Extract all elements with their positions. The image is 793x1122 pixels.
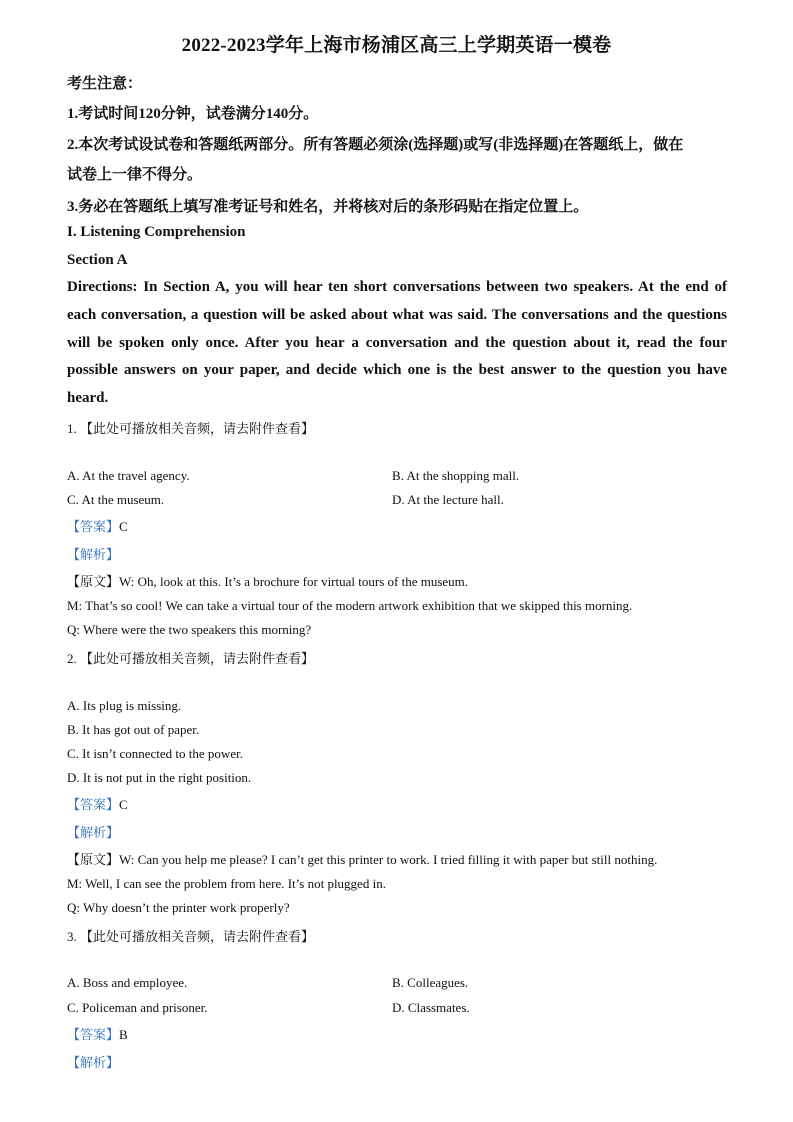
q2-transcript-line-3: Q: Why doesn’t the printer work properly?: [67, 900, 290, 915]
q3-option-b: B. Colleagues.: [392, 975, 469, 990]
q1-transcript-line-2: M: That’s so cool! We can take a virtual tour of the modern artwork exhibition that we skipped this morning.: [67, 598, 633, 613]
q1-option-c: C. At the museum.: [67, 492, 165, 507]
q2-analysis-label: 【解析】: [67, 825, 120, 840]
question-number: 2.: [67, 651, 77, 666]
part-heading: I. Listening Comprehension: [67, 224, 246, 240]
original-label: 【原文】: [67, 574, 120, 589]
notice-item-3: 3.务必在答题纸上填写准考证号和姓名，并将核对后的条形码贴在指定位置上。: [67, 199, 589, 215]
q2-option-d: D. It is not put in the right position.: [67, 770, 252, 785]
q3-option-c: C. Policeman and prisoner.: [67, 1000, 208, 1015]
q1-option-d: D. At the lecture hall.: [392, 492, 504, 507]
answer-label: 【答案】: [67, 519, 120, 534]
q3-option-a: A. Boss and employee.: [67, 975, 188, 990]
transcript-text: W: Oh, look at this. It’s a brochure for virtual tours of the museum.: [119, 574, 469, 589]
q1-analysis-label: 【解析】: [67, 547, 120, 562]
audio-prompt[interactable]: 【此处可播放相关音频，请去附件查看】: [80, 421, 315, 436]
question-2-header: [67, 648, 314, 667]
answer-value: C: [119, 519, 128, 534]
q2-option-b: B. It has got out of paper.: [67, 722, 200, 737]
question-3-header: [67, 926, 314, 945]
q1-transcript-line-1: [67, 571, 468, 590]
q3-analysis-label: 【解析】: [67, 1055, 120, 1070]
audio-prompt[interactable]: 【此处可播放相关音频，请去附件查看】: [80, 651, 315, 666]
q3-answer: [67, 1024, 128, 1043]
answer-value: C: [119, 797, 128, 812]
q2-transcript-line-1: [67, 849, 657, 868]
q2-answer: [67, 794, 128, 813]
notice-heading: 考生注意：: [67, 76, 143, 92]
section-heading: Section A: [67, 252, 128, 268]
audio-prompt[interactable]: 【此处可播放相关音频，请去附件查看】: [80, 929, 315, 944]
page-title: 2022-2023学年上海市杨浦区高三上学期英语一模卷: [181, 35, 612, 56]
q1-answer: [67, 516, 128, 535]
q3-option-d: D. Classmates.: [392, 1000, 470, 1015]
q2-option-a: A. Its plug is missing.: [67, 698, 182, 713]
q2-option-c: C. It isn’t connected to the power.: [67, 746, 243, 761]
directions-paragraph: Directions: In Section A, you will hear ten short conversations between two speakers. At the end of each conversation, a question will be asked about what was said. The conversations and the questions will be spoken only once. After you hear a conversation and the question about it, read the four possible answers on your paper, and decide which one is the best answer to the question you have heard.: [67, 279, 727, 407]
q1-option-b: B. At the shopping mall.: [392, 468, 520, 483]
notice-item-1: 1.考试时间120分钟，试卷满分140分。: [67, 106, 319, 122]
notice-item-2: 2.本次考试设试卷和答题纸两部分。所有答题必须涂(选择题)或写(非选择题)在答题纸上，做在: [67, 137, 684, 153]
question-number: 3.: [67, 929, 77, 944]
answer-label: 【答案】: [67, 1027, 120, 1042]
q1-transcript-line-3: Q: Where were the two speakers this morning?: [67, 622, 312, 637]
q2-transcript-line-2: M: Well, I can see the problem from here. It’s not plugged in.: [67, 876, 386, 891]
q1-option-a: A. At the travel agency.: [67, 468, 190, 483]
answer-value: B: [119, 1027, 128, 1042]
question-1-header: [67, 418, 314, 437]
transcript-text: W: Can you help me please? I can’t get this printer to work. I tried filling it with paper but still nothing.: [119, 852, 658, 867]
question-number: 1.: [67, 421, 77, 436]
notice-item-2-continued: 试卷上一律不得分。: [67, 167, 203, 183]
answer-label: 【答案】: [67, 797, 120, 812]
original-label: 【原文】: [67, 852, 120, 867]
